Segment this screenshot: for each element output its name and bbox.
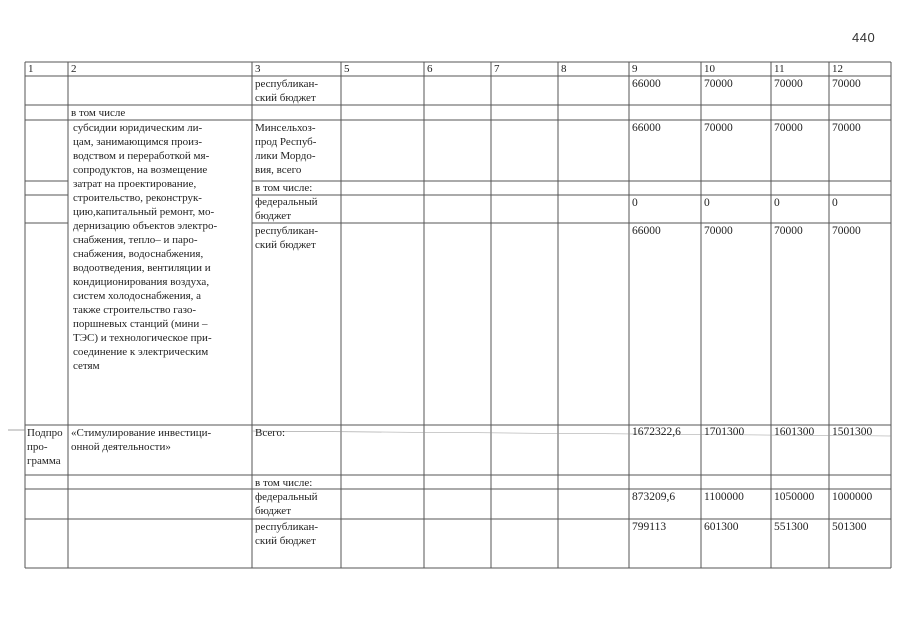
row2-label: в том числе	[71, 107, 126, 119]
header-col-11: 11	[774, 63, 785, 75]
row3-value-12: 70000	[832, 122, 861, 134]
header-col-9: 9	[632, 63, 638, 75]
row3-executor: Минсельхоз- прод Респуб- лики Мордо- вия, всего	[255, 122, 317, 176]
row1-budget: республикан- ский бюджет	[255, 78, 319, 104]
row3-value-11: 70000	[774, 122, 803, 134]
header-col-5: 5	[344, 63, 350, 75]
subprogram-federal-10: 1100000	[704, 491, 744, 503]
header-col-10: 10	[704, 63, 715, 75]
row3-federal-12: 0	[832, 197, 838, 209]
row1-value-11: 70000	[774, 78, 803, 90]
header-col-6: 6	[427, 63, 433, 75]
subprogram-title: «Стимулирование инвестици- онной деятельности»	[71, 427, 212, 453]
row3-republic: республикан- ский бюджет	[255, 225, 319, 251]
row3-republic-10: 70000	[704, 225, 733, 237]
row3-federal-9: 0	[632, 197, 638, 209]
header-col-3: 3	[255, 63, 261, 75]
header-col-12: 12	[832, 63, 843, 75]
row3-republic-11: 70000	[774, 225, 803, 237]
header-col-7: 7	[494, 63, 500, 75]
header-col-1: 1	[28, 63, 34, 75]
subprogram-federal-9: 873209,6	[632, 491, 676, 503]
row3-federal-11: 0	[774, 197, 780, 209]
subprogram-federal: федеральный бюджет	[255, 491, 318, 517]
subprogram-republic: республикан- ский бюджет	[255, 521, 319, 547]
header-col-8: 8	[561, 63, 567, 75]
row3-sub-label: в том числе:	[255, 182, 313, 194]
subprogram-republic-9: 799113	[632, 521, 667, 533]
subprogram-republic-12: 501300	[832, 521, 867, 533]
subprogram-total-9: 1672322,6	[632, 426, 681, 438]
subprogram-total-10: 1701300	[704, 426, 745, 438]
subprogram-federal-11: 1050000	[774, 491, 815, 503]
row3-federal: федеральный бюджет	[255, 196, 318, 222]
subprogram-sub-label: в том числе:	[255, 477, 313, 489]
row3-value-10: 70000	[704, 122, 733, 134]
subprogram-republic-11: 551300	[774, 521, 809, 533]
row3-republic-9: 66000	[632, 225, 661, 237]
subprogram-federal-12: 1000000	[832, 491, 873, 503]
row3-description: субсидии юридическим ли- цам, занимающимся произ- водством и переработкой мя- сопродуктов, на возмещение затрат на проектирование, строительство, реконструк- цию,капитальный ремонт, мо- дернизацию объектов электро- снабжения, тепло– и паро- снабжения, водоснабжения, водоотведения, вентиляции и кондиционирования воздуха, систем холодоснабжения, а также строительство газо- поршневых станций (мини – ТЭС) и технологическое при- соединение к электрическим сетям	[73, 122, 218, 372]
row3-republic-12: 70000	[832, 225, 861, 237]
row1-value-12: 70000	[832, 78, 861, 90]
subprogram-type: Подпро про- грамма	[27, 427, 63, 467]
row1-value-10: 70000	[704, 78, 733, 90]
subprogram-total-label: Всего:	[255, 427, 286, 439]
subprogram-total-11: 1601300	[774, 426, 815, 438]
page-number: 440	[852, 30, 876, 45]
subprogram-total-12: 1501300	[832, 426, 873, 438]
row1-value-9: 66000	[632, 78, 661, 90]
row3-value-9: 66000	[632, 122, 661, 134]
row3-federal-10: 0	[704, 197, 710, 209]
header-col-2: 2	[71, 63, 77, 75]
subprogram-republic-10: 601300	[704, 521, 739, 533]
